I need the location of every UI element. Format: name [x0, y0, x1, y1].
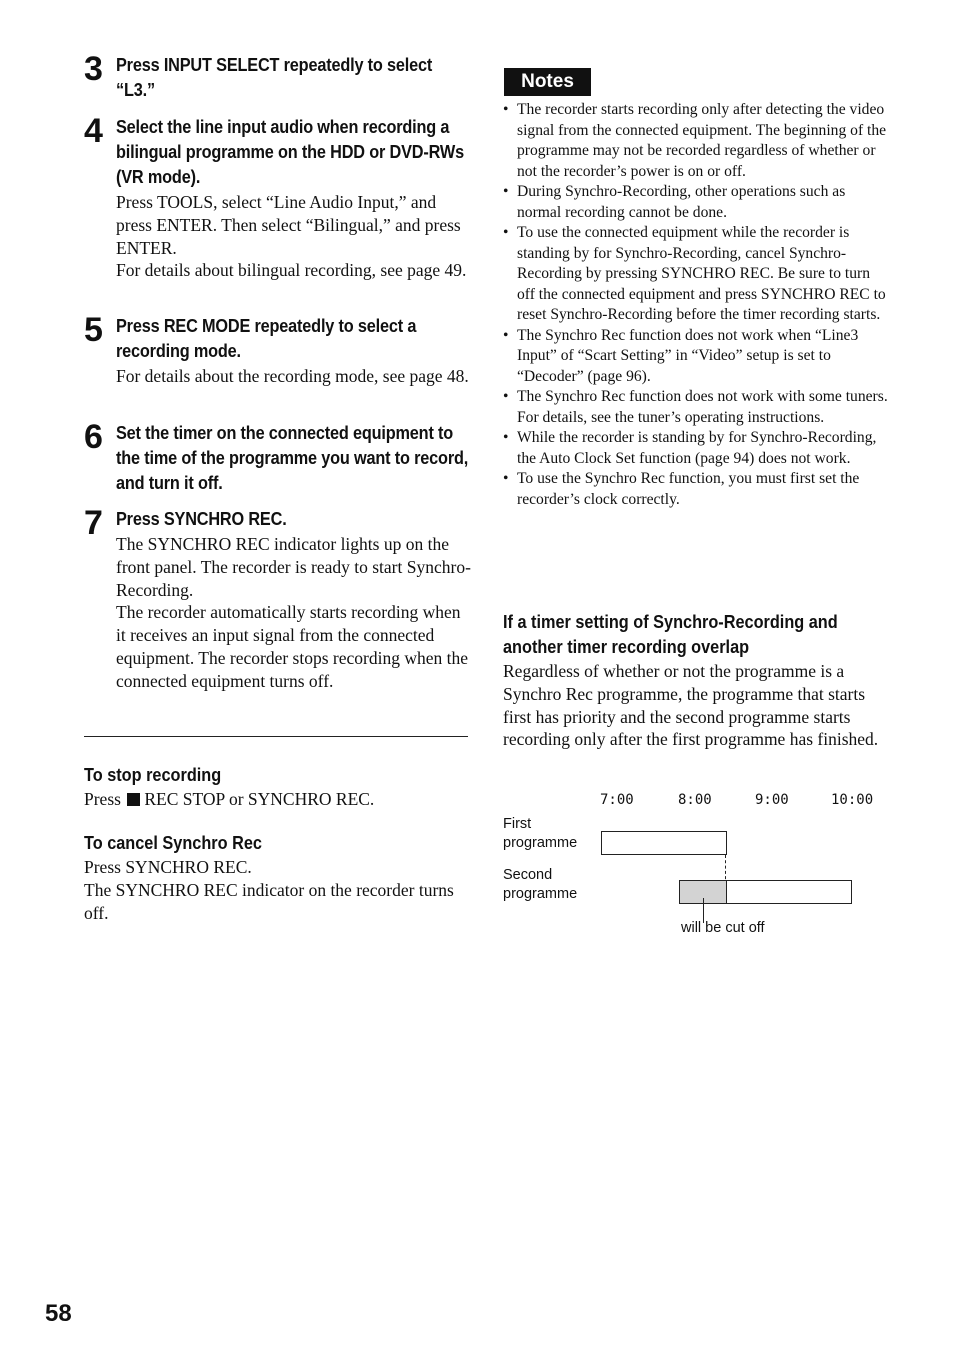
- note-item: • To use the connected equipment while the recorder is standing by for Synchro-Recording, cancel Synchro-Recording by pressing SYNCHRO REC. Be sure to turn off the connected equipment and press SYNCHRO REC to reset Synchro-Recording before the timer recording starts.: [503, 223, 889, 326]
- second-programme-label: Second programme: [503, 867, 578, 902]
- note-item: • The Synchro Rec function does not work when “Line3 Input” of “Scart Setting” in “Video” setup is set to “Decoder” (page 96).: [503, 326, 889, 388]
- step-3: [84, 52, 472, 102]
- step-paragraph: The recorder automatically starts recording when it receives an input signal from the connected equipment. The recorder stops recording when the connected equipment turns off.: [116, 602, 468, 691]
- time-label-7: 7:00: [600, 792, 634, 808]
- note-item: • The Synchro Rec function does not work with some tuners. For details, see the tuner’s operating instructions.: [503, 387, 889, 428]
- step-paragraph: Press TOOLS, select “Line Audio Input,” and press ENTER. Then select “Bilingual,” and press ENTER.: [116, 192, 461, 258]
- notes-list: [503, 100, 889, 510]
- stop-recording-heading: To stop recording: [84, 764, 222, 785]
- time-label-10: 10:00: [831, 792, 874, 808]
- step-heading: Select the line input audio when recording a bilingual programme on the HDD or DVD-RWs (VR mode).: [116, 116, 464, 187]
- overlap-heading: If a timer setting of Synchro-Recording and another timer recording overlap: [503, 611, 838, 657]
- step-5: [84, 313, 472, 388]
- first-programme-label: First programme: [503, 816, 578, 851]
- step-number: 6: [84, 418, 102, 456]
- note-item: • To use the Synchro Rec function, you must first set the recorder’s clock correctly.: [503, 469, 889, 510]
- step-paragraph: The SYNCHRO REC indicator lights up on the front panel. The recorder is ready to start Synchro-Recording.: [116, 534, 471, 600]
- step-heading: Press INPUT SELECT repeatedly to select “L3.”: [116, 54, 433, 100]
- step-7: [84, 506, 472, 693]
- overlap-body: Regardless of whether or not the programme is a Synchro Rec programme, the programme that starts first has priority and the second programme starts recording only after the first programme has finished.: [503, 661, 879, 750]
- step-number: 3: [84, 50, 102, 88]
- cancel-synchro-body: [84, 856, 468, 924]
- step-number: 4: [84, 112, 102, 150]
- notes-label: Notes: [504, 68, 591, 96]
- step-body: [116, 365, 472, 388]
- cancel-synchro-heading: To cancel Synchro Rec: [84, 832, 262, 853]
- step-number: 7: [84, 504, 102, 542]
- step-body: [116, 533, 472, 693]
- step-heading: Press REC MODE repeatedly to select a recording mode.: [116, 315, 417, 361]
- step-body: [116, 191, 472, 282]
- step-4: [84, 114, 472, 282]
- page-number: 58: [45, 1300, 72, 1327]
- timeline-diagram: [503, 790, 893, 950]
- step-paragraph: For details about the recording mode, see page 48.: [116, 366, 469, 386]
- cancel-line: The SYNCHRO REC indicator on the recorder turns off.: [84, 879, 454, 923]
- step-number: 5: [84, 311, 102, 349]
- time-label-9: 9:00: [755, 792, 789, 808]
- note-item: • During Synchro-Recording, other operations such as normal recording cannot be done.: [503, 182, 889, 223]
- note-item: • The recorder starts recording only after detecting the video signal from the connected equipment. The beginning of the programme may not be recorded regardless of whether or not the recorder’s power is on or off.: [503, 100, 889, 182]
- cancel-line: Press SYNCHRO REC.: [84, 857, 252, 877]
- step-heading: Press SYNCHRO REC.: [116, 508, 287, 529]
- stop-prefix: Press: [84, 789, 121, 809]
- time-label-8: 8:00: [678, 792, 712, 808]
- cut-off-label: will be cut off: [681, 920, 765, 936]
- stop-icon: [127, 793, 140, 806]
- step-6: [84, 420, 472, 495]
- first-programme-bar: [601, 831, 727, 855]
- step-heading: Set the timer on the connected equipment to the time of the programme you want to record, and turn it off.: [116, 422, 469, 493]
- stop-suffix: REC STOP or SYNCHRO REC.: [144, 789, 375, 809]
- step-paragraph: For details about bilingual recording, see page 49.: [116, 260, 467, 281]
- note-item: • While the recorder is standing by for Synchro-Recording, the Auto Clock Set function (page 94) does not work.: [503, 428, 889, 469]
- section-divider: [84, 736, 468, 737]
- stop-recording-body: [84, 788, 468, 811]
